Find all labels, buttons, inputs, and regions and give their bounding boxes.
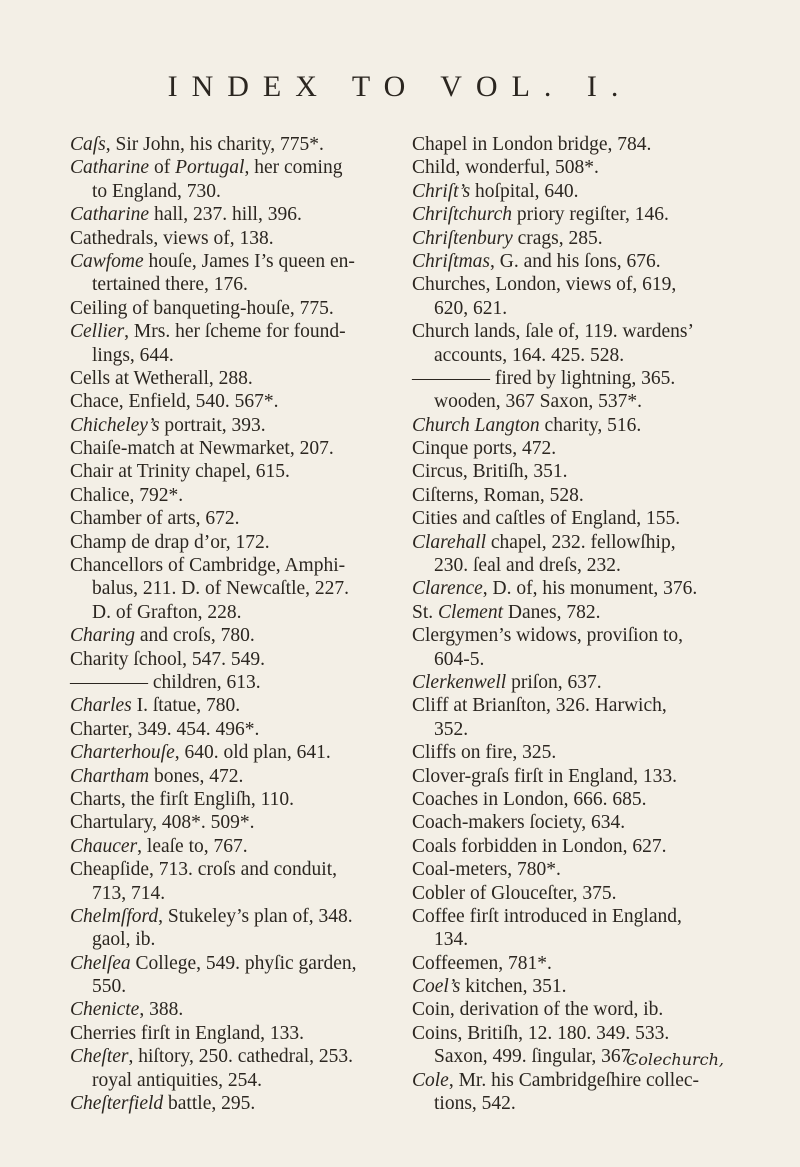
entry-text: , leaſe to, 767.: [137, 835, 248, 857]
index-entry: [70, 203, 386, 226]
index-entry: [412, 320, 728, 343]
index-entry-continuation: [70, 273, 386, 296]
index-entry: [412, 460, 728, 483]
index-column-right: [412, 133, 728, 1115]
index-entry: [70, 227, 386, 250]
index-entry-continuation: [70, 180, 386, 203]
index-entry-continuation: [70, 601, 386, 624]
entry-text: , hiſtory, 250. cathedral, 253.: [128, 1046, 354, 1068]
entry-text: Chapel in London bridge, 784.: [412, 134, 652, 155]
index-entry: [412, 367, 728, 390]
index-entry-continuation: [412, 554, 728, 577]
index-entry: [412, 484, 728, 507]
index-entry: [412, 273, 728, 296]
entry-text: Church lands, ſale of, 119. wardens’: [412, 321, 694, 343]
entry-text: Coal-meters, 780*.: [412, 859, 561, 881]
index-entry: [70, 156, 386, 179]
entry-text: accounts, 164. 425. 528.: [434, 344, 625, 366]
index-entry: [412, 858, 728, 881]
index-entry: [412, 998, 728, 1021]
entry-heading: Chriſt’s: [412, 180, 471, 202]
entry-text: Charter, 349. 454. 496*.: [70, 718, 260, 740]
entry-text: , G. and his ſons, 676.: [490, 250, 661, 272]
index-entry: [412, 788, 728, 811]
entry-text: Chalice, 792*.: [70, 484, 184, 506]
entry-text: Saxon, 499. ſingular, 367.: [434, 1046, 636, 1068]
index-entry-continuation: [412, 390, 728, 413]
entry-text: gaol, ib.: [92, 929, 156, 951]
entry-text: of: [149, 157, 176, 179]
index-entry-continuation: [70, 975, 386, 998]
entry-text: Coach-makers ſociety, 634.: [412, 812, 626, 834]
entry-text: , 640. old plan, 641.: [174, 742, 331, 764]
index-entry: [70, 788, 386, 811]
index-entry-continuation: [412, 648, 728, 671]
index-entry: [412, 882, 728, 905]
index-entry: [70, 1092, 386, 1115]
index-entry: [412, 437, 728, 460]
index-entry: [412, 601, 728, 624]
index-entry: [412, 624, 728, 647]
entry-text: hoſpital, 640.: [470, 180, 579, 202]
entry-text: 620, 621.: [434, 297, 508, 319]
entry-text: charity, 516.: [539, 414, 642, 436]
index-entry: [70, 671, 386, 694]
entry-text: priſon, 637.: [506, 671, 602, 693]
index-entry-continuation: [70, 344, 386, 367]
index-entry: [412, 905, 728, 928]
index-entry: [70, 554, 386, 577]
entry-heading: Church Langton: [412, 414, 540, 436]
entry-text: Chair at Trinity chapel, 615.: [70, 461, 290, 483]
index-entry: [70, 460, 386, 483]
entry-text: 134.: [434, 929, 469, 951]
entry-text: Cathedrals, views of, 138.: [70, 227, 274, 249]
entry-text: Clergymen’s widows, proviſion to,: [412, 625, 684, 647]
entry-text: priory regiſter, 146.: [512, 204, 669, 226]
index-entry: [412, 577, 728, 600]
index-entry: [70, 484, 386, 507]
index-entry: [412, 531, 728, 554]
entry-heading: Coel’s: [412, 976, 461, 998]
entry-text: lings, 644.: [92, 344, 174, 366]
index-entry: [70, 648, 386, 671]
entry-text: Cells at Wetherall, 288.: [70, 367, 253, 389]
index-entry: [70, 390, 386, 413]
entry-heading: Clarence: [412, 578, 483, 600]
entry-text: kitchen, 351.: [460, 976, 567, 998]
entry-text: wooden, 367 Saxon, 537*.: [434, 391, 642, 413]
entry-text: balus, 211. D. of Newcaſtle, 227.: [92, 578, 350, 600]
entry-text: Ceiling of banqueting-houſe, 775.: [70, 297, 334, 319]
index-entry: [70, 437, 386, 460]
entry-text: ———— children, 613.: [70, 671, 261, 693]
index-entry: [412, 765, 728, 788]
index-entry: [70, 765, 386, 788]
entry-text: 550.: [92, 976, 127, 998]
entry-text: Coffeemen, 781*.: [412, 952, 552, 974]
entry-text: hall, 237. hill, 396.: [149, 204, 302, 226]
entry-text: Clover-graſs firſt in England, 133.: [412, 765, 677, 787]
index-entry-continuation: [412, 297, 728, 320]
entry-text: Chancellors of Cambridge, Amphi-: [70, 555, 346, 577]
index-entry: [412, 952, 728, 975]
entry-heading: Portugal: [175, 157, 245, 179]
index-entry-continuation: [70, 1069, 386, 1092]
index-column-left: [70, 133, 386, 1115]
index-entry-continuation: [70, 928, 386, 951]
index-entry: [70, 320, 386, 343]
entry-text: and croſs, 780.: [135, 625, 255, 647]
entry-text: Cherries firſt in England, 133.: [70, 1022, 304, 1044]
entry-heading: Chartham: [70, 765, 150, 787]
index-entry: [70, 694, 386, 717]
index-entry: [412, 741, 728, 764]
entry-text: chapel, 232. fellowſhip,: [486, 531, 676, 553]
index-entry: [412, 414, 728, 437]
entry-text: to England, 730.: [92, 180, 221, 202]
index-entry: [412, 1022, 728, 1045]
entry-text: , 388.: [139, 999, 184, 1021]
index-entry: [412, 507, 728, 530]
entry-text: D. of Grafton, 228.: [92, 601, 242, 623]
entry-text: crags, 285.: [512, 227, 603, 249]
entry-heading: Cawfome: [70, 250, 144, 272]
index-entry: [412, 975, 728, 998]
index-entry: [412, 811, 728, 834]
entry-text: ———— fired by lightning, 365.: [412, 367, 676, 389]
entry-heading: Charterhouſe: [70, 742, 175, 764]
index-entry: [70, 367, 386, 390]
index-entry: [70, 835, 386, 858]
entry-heading: Chaucer: [70, 835, 138, 857]
index-entry: [70, 858, 386, 881]
index-entry: [70, 1022, 386, 1045]
entry-text: bones, 472.: [149, 765, 244, 787]
entry-text: Cliff at Brianſton, 326. Harwich,: [412, 695, 667, 717]
entry-text: Cities and caſtles of England, 155.: [412, 508, 681, 530]
entry-text: Coin, derivation of the word, ib.: [412, 999, 664, 1021]
entry-text: royal antiquities, 254.: [92, 1069, 263, 1091]
entry-heading: Chenicte: [70, 999, 140, 1021]
page-title: INDEX TO VOL. I.: [167, 70, 633, 103]
index-entry-continuation: [412, 928, 728, 951]
entry-text: 713, 714.: [92, 882, 166, 904]
entry-heading: Charing: [70, 625, 136, 647]
index-entry: [70, 297, 386, 320]
entry-text: Child, wonderful, 508*.: [412, 157, 599, 179]
entry-text: houſe, James I’s queen en-: [143, 250, 355, 272]
index-entry: [70, 133, 386, 156]
entry-text: Chace, Enfield, 540. 567*.: [70, 391, 279, 413]
index-entry: [70, 507, 386, 530]
entry-text: College, 549. phyſic garden,: [130, 952, 357, 974]
entry-heading: Cole: [412, 1069, 449, 1091]
entry-text: tertained there, 176.: [92, 274, 248, 296]
index-entry: [412, 250, 728, 273]
entry-heading: Charles: [70, 695, 132, 717]
entry-text: portrait, 393.: [159, 414, 266, 436]
entry-text: , Stukeley’s plan of, 348.: [158, 905, 353, 927]
entry-text: Coaches in London, 666. 685.: [412, 788, 647, 810]
index-entry: [70, 952, 386, 975]
entry-text: , her coming: [244, 157, 343, 179]
index-entry: [412, 133, 728, 156]
entry-text: Circus, Britiſh, 351.: [412, 461, 568, 483]
entry-heading: Caſs: [70, 134, 106, 155]
entry-text: Chamber of arts, 672.: [70, 508, 240, 530]
entry-heading: Clarehall: [412, 531, 487, 553]
catchword: Colechurch,: [625, 1050, 724, 1069]
index-entry: [70, 624, 386, 647]
entry-text: St.: [412, 601, 439, 623]
index-entry-continuation: [70, 577, 386, 600]
index-entry: [412, 1069, 728, 1092]
entry-text: , Mrs. her ſcheme for found-: [124, 321, 346, 343]
entry-heading: Chriſtenbury: [412, 227, 513, 249]
entry-text: battle, 295.: [163, 1093, 256, 1115]
entry-heading: Clement: [438, 601, 503, 623]
entry-text: I. ſtatue, 780.: [131, 695, 241, 717]
entry-text: Charity ſchool, 547. 549.: [70, 648, 265, 670]
entry-text: tions, 542.: [434, 1093, 516, 1115]
index-entry: [70, 905, 386, 928]
entry-text: , Sir John, his charity, 775*.: [105, 134, 324, 155]
index-entry: [70, 998, 386, 1021]
index-entry: [412, 835, 728, 858]
entry-text: 352.: [434, 718, 469, 740]
index-entry: [70, 531, 386, 554]
entry-heading: Cheſter: [70, 1046, 129, 1068]
index-entry: [412, 227, 728, 250]
entry-text: Coins, Britiſh, 12. 180. 349. 533.: [412, 1022, 670, 1044]
entry-text: Cliffs on fire, 325.: [412, 742, 557, 764]
entry-text: 604-5.: [434, 648, 485, 670]
index-entry-continuation: [70, 882, 386, 905]
index-entry-continuation: [412, 1092, 728, 1115]
entry-heading: Chicheley’s: [70, 414, 160, 436]
index-entry-continuation: [412, 718, 728, 741]
index-entry: [70, 718, 386, 741]
entry-text: Champ de drap d’or, 172.: [70, 531, 270, 553]
entry-heading: Chelmſford: [70, 905, 159, 927]
entry-text: Danes, 782.: [503, 601, 601, 623]
entry-heading: Chelſea: [70, 952, 131, 974]
entry-text: Cheapſide, 713. croſs and conduit,: [70, 859, 337, 881]
entry-text: 230. ſeal and dreſs, 232.: [434, 555, 621, 577]
entry-heading: Cellier: [70, 321, 125, 343]
entry-heading: Catharine: [70, 204, 150, 226]
entry-text: Churches, London, views of, 619,: [412, 274, 677, 296]
entry-heading: Chriſtmas: [412, 250, 491, 272]
entry-text: Cinque ports, 472.: [412, 438, 557, 460]
index-entry: [70, 414, 386, 437]
entry-heading: Catharine: [70, 157, 150, 179]
entry-heading: Cheſterfield: [70, 1093, 164, 1115]
index-entry: [412, 180, 728, 203]
index-entry: [70, 741, 386, 764]
entry-text: Cobler of Glouceſter, 375.: [412, 882, 617, 904]
index-entry: [70, 811, 386, 834]
index-entry: [412, 203, 728, 226]
entry-text: Chartulary, 408*. 509*.: [70, 812, 255, 834]
entry-text: , Mr. his Cambridgeſhire collec-: [448, 1069, 700, 1091]
entry-text: , D. of, his monument, 376.: [482, 578, 698, 600]
entry-text: Ciſterns, Roman, 528.: [412, 484, 584, 506]
index-entry: [70, 1045, 386, 1068]
entry-heading: Chriſtchurch: [412, 204, 513, 226]
entry-heading: Clerkenwell: [412, 671, 507, 693]
entry-text: Coffee firſt introduced in England,: [412, 905, 682, 927]
index-entry-continuation: [412, 344, 728, 367]
entry-text: Charts, the firſt Engliſh, 110.: [70, 788, 295, 810]
index-entry: [412, 156, 728, 179]
index-entry: [70, 250, 386, 273]
entry-text: Coals forbidden in London, 627.: [412, 835, 667, 857]
index-entry: [412, 694, 728, 717]
entry-text: Chaiſe-match at Newmarket, 207.: [70, 438, 334, 460]
index-entry: [412, 671, 728, 694]
